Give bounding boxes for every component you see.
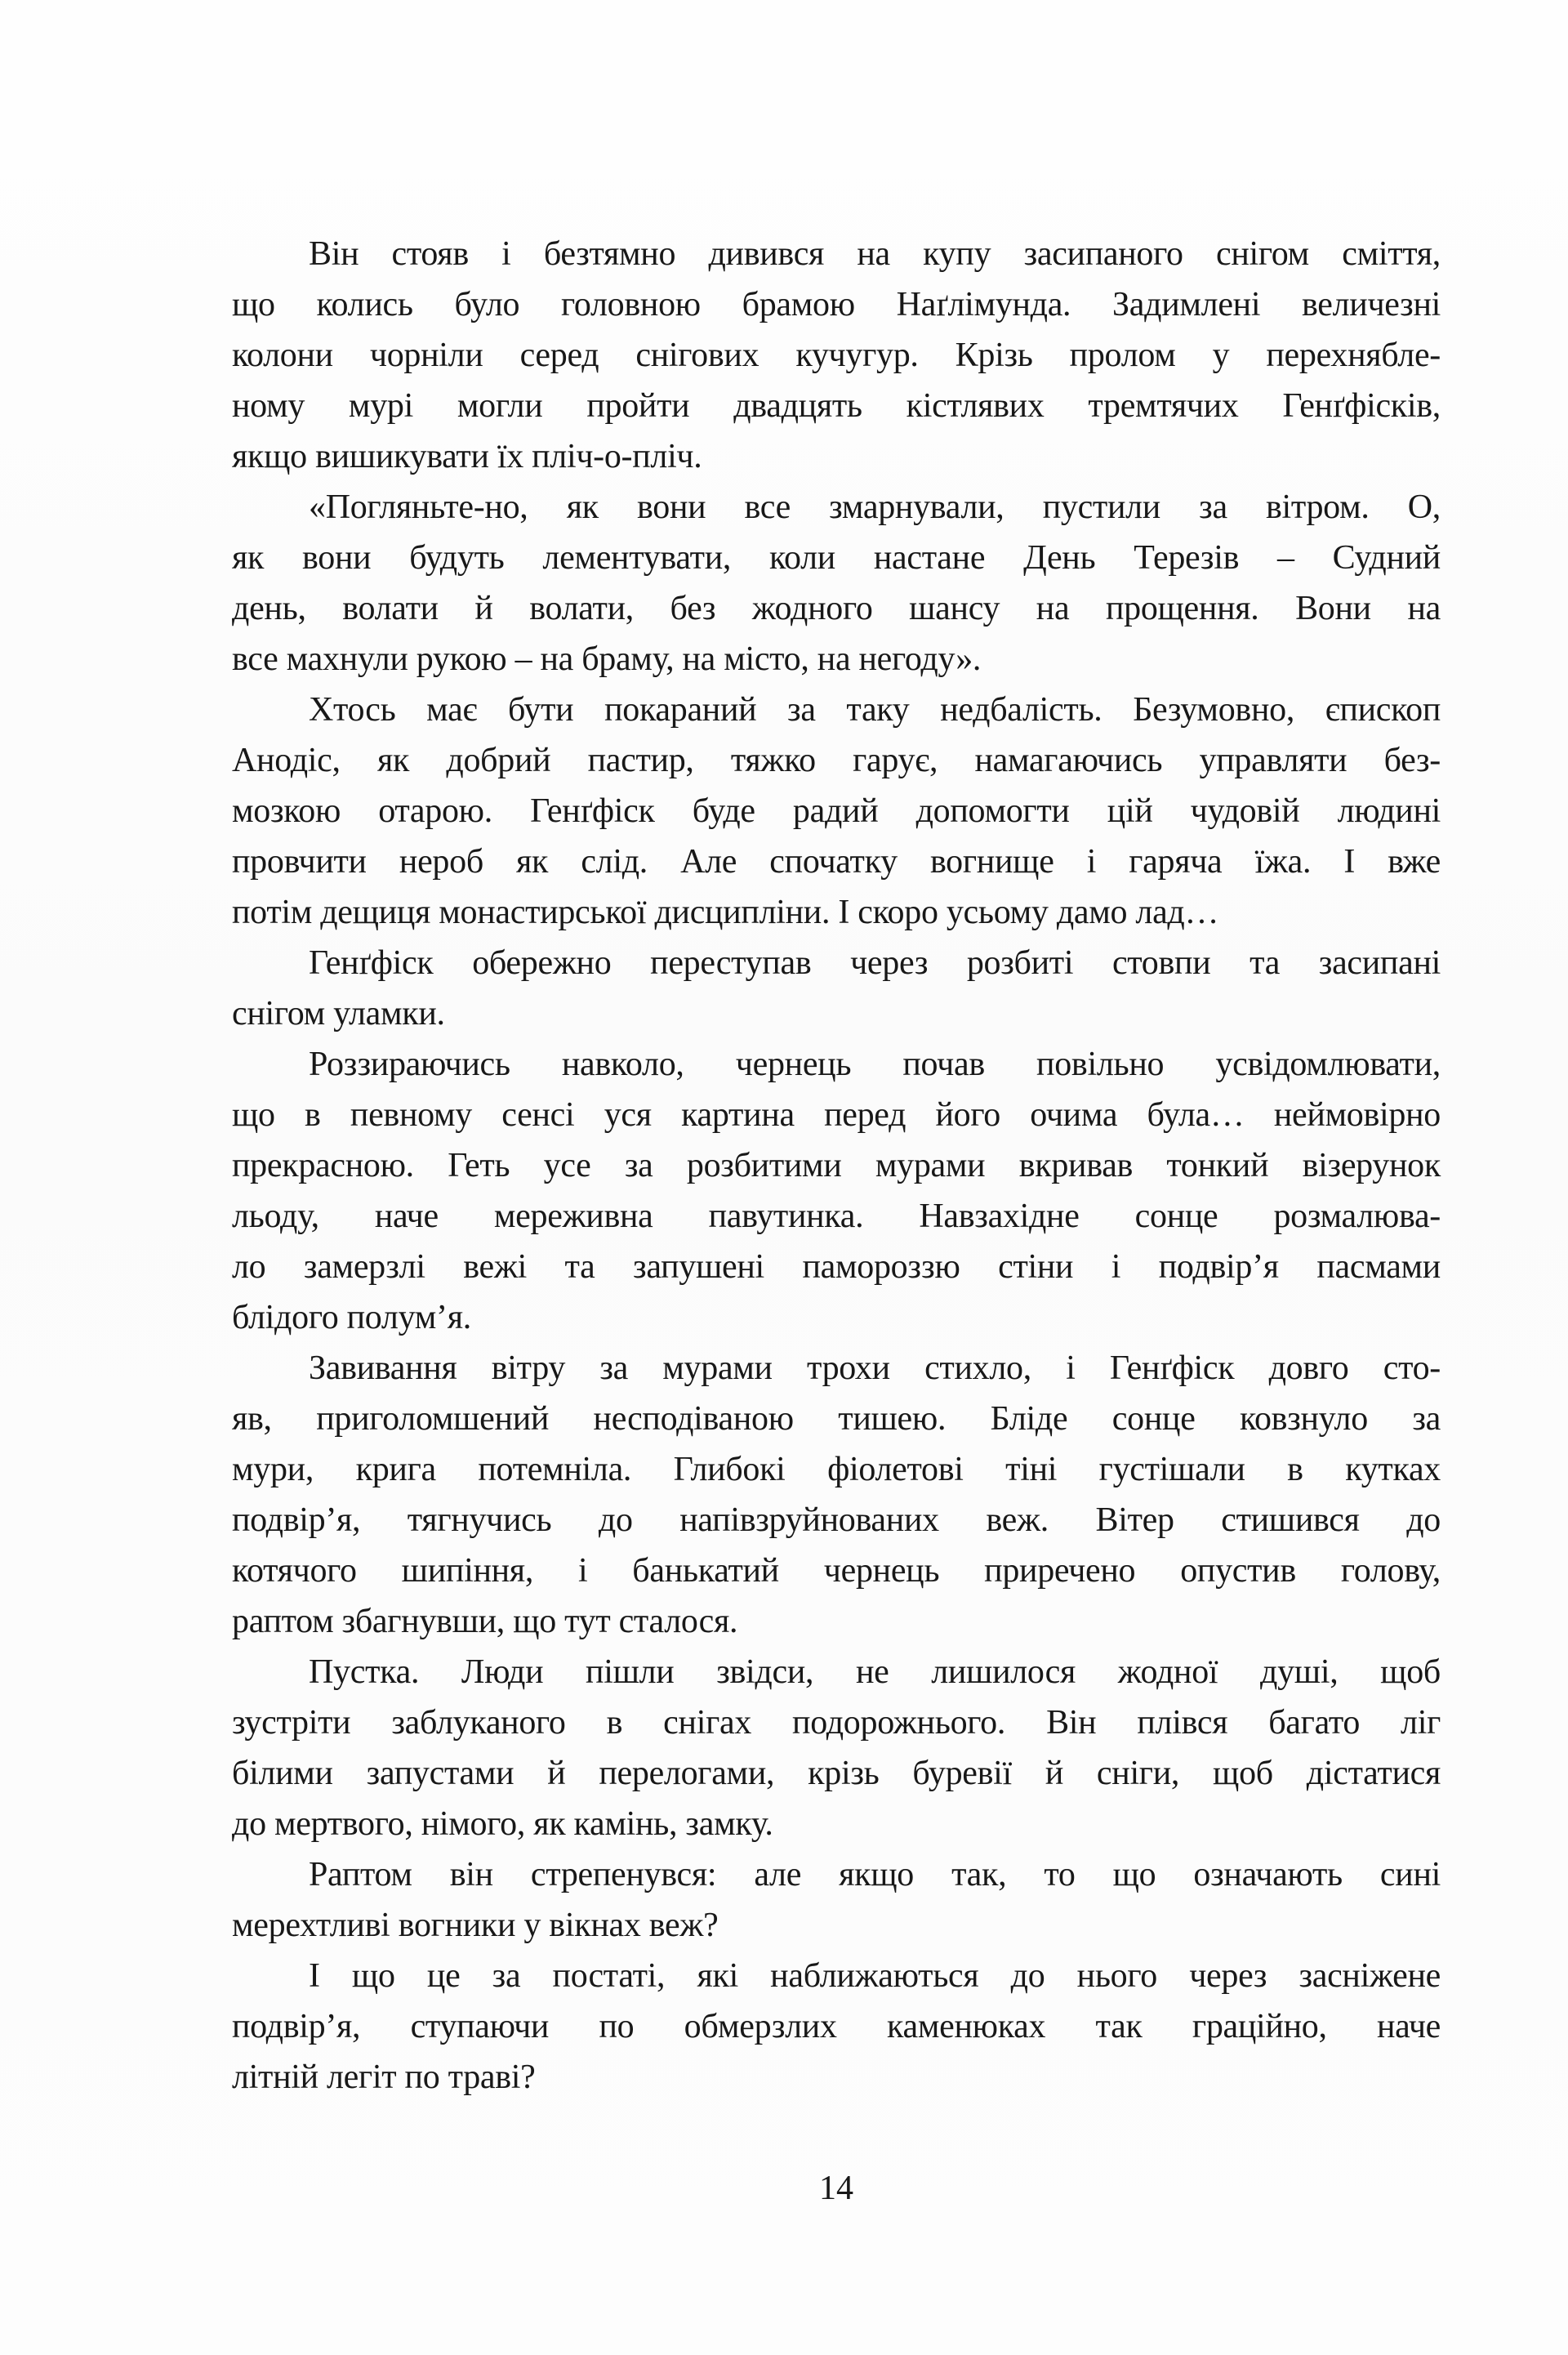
paragraph	[232, 1343, 1441, 1647]
text-line: яв, приголомшений несподіваною тишею. Бліде сонце ковзнуло за	[232, 1400, 1441, 1438]
text-line: все махнули рукою – на браму, на місто, на негоду».	[232, 640, 982, 678]
text-line: Анодіс, як добрий пастир, тяжко гарує, намагаючись управляти без-	[232, 742, 1441, 779]
paragraph	[232, 938, 1441, 1039]
text-line: що в певному сенсі уся картина перед його очима була… неймовірно	[232, 1096, 1441, 1134]
text-line: Завивання вітру за мурами трохи стихло, і Генґфіск довго сто-	[309, 1349, 1441, 1387]
paragraph	[232, 1849, 1441, 1951]
text-line: колони чорніли серед снігових кучугур. Крізь пролом у перехнябле-	[232, 337, 1441, 374]
text-line: Хтось має бути покараний за таку недбалість. Безумовно, єпископ	[309, 691, 1441, 729]
text-line: раптом збагнувши, що тут сталося.	[232, 1603, 738, 1640]
text-line: блідого полум’я.	[232, 1299, 471, 1336]
paragraph	[232, 1951, 1441, 2103]
text-line: прекрасною. Геть усе за розбитими мурами вкривав тонкий візерунок	[232, 1147, 1441, 1184]
text-line: мерехтливі вогники у вікнах веж?	[232, 1907, 719, 1944]
text-line: Пустка. Люди пішли звідси, не лишилося жодної душі, щоб	[309, 1653, 1441, 1691]
text-line: якщо вишикувати їх пліч-о-пліч.	[232, 438, 702, 475]
text-line: І що це за постаті, які наближаються до нього через засніжене	[309, 1957, 1441, 1995]
text-line: що колись було головною брамою Наґлімунда. Задимлені величезні	[232, 286, 1441, 323]
text-line: льоду, наче мереживна павутинка. Навзахідне сонце розмалюва-	[232, 1198, 1441, 1235]
text-line: білими запустами й перелогами, крізь буревії й сніги, щоб дістатися	[232, 1755, 1441, 1792]
text-line: «Погляньте-но, як вони все змарнували, пустили за вітром. О,	[309, 488, 1441, 526]
paragraph	[232, 229, 1441, 482]
text-line: зустріти заблуканого в снігах подорожнього. Він плівся багато ліг	[232, 1704, 1441, 1742]
text-line: ло замерзлі вежі та запушені памороззю стіни і подвір’я пасмами	[232, 1248, 1441, 1286]
page-number: 14	[819, 2170, 853, 2207]
text-line: ному мурі могли пройти двадцять кістлявих тремтячих Генґфісків,	[232, 387, 1441, 425]
text-line: снігом уламки.	[232, 995, 445, 1033]
text-line: літній легіт по траві?	[232, 2058, 536, 2096]
text-line: Раптом він стрепенувся: але якщо так, то що означають сині	[309, 1856, 1441, 1893]
text-line: як вони будуть лементувати, коли настане День Терезів – Судний	[232, 539, 1441, 577]
text-line: Він стояв і безтямно дивився на купу засипаного снігом сміття,	[309, 235, 1441, 273]
text-line: подвір’я, тягнучись до напівзруйнованих веж. Вітер стишився до	[232, 1501, 1441, 1539]
paragraph	[232, 482, 1441, 685]
page-text-block	[232, 229, 1441, 2103]
text-line: мури, крига потемніла. Глибокі фіолетові тіні густішали в кутках	[232, 1451, 1441, 1488]
text-line: потім дещиця монастирської дисципліни. І скоро усьому дамо лад…	[232, 894, 1219, 931]
paragraph	[232, 1039, 1441, 1343]
text-line: котячого шипіння, і банькатий чернець приречено опустив голову,	[232, 1552, 1441, 1590]
text-line: день, волати й волати, без жодного шансу на прощення. Вони на	[232, 590, 1441, 627]
text-line: провчити нероб як слід. Але спочатку вогнище і гаряча їжа. І вже	[232, 843, 1441, 881]
text-line: мозкою отарою. Генґфіск буде радий допомогти цій чудовій людині	[232, 792, 1441, 830]
text-line: подвір’я, ступаючи по обмерзлих каменюках так граційно, наче	[232, 2008, 1441, 2045]
text-line: Генґфіск обережно переступав через розбиті стовпи та засипані	[309, 944, 1441, 982]
paragraph	[232, 1647, 1441, 1849]
paragraph	[232, 685, 1441, 938]
text-line: до мертвого, німого, як камінь, замку.	[232, 1805, 773, 1843]
text-line: Роззираючись навколо, чернець почав повільно усвідомлювати,	[309, 1046, 1441, 1083]
